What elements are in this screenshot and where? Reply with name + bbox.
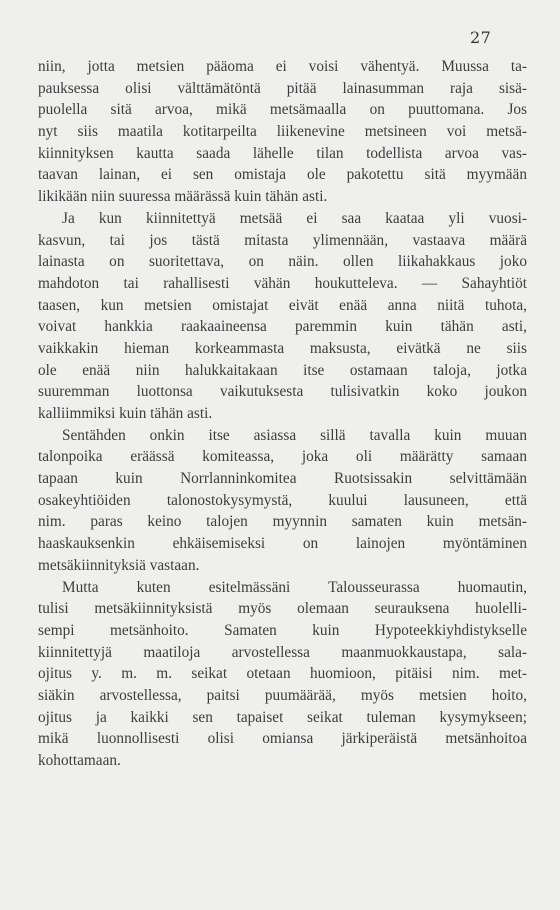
text-line: haaskauksenkin ehkäisemiseksi on lainojen myöntäminen: [38, 535, 527, 553]
text-line: siäkin arvostellessa, paitsi puumäärää, myös metsien hoito,: [38, 686, 527, 704]
text-line: tapaan kuin Norrlanninkomitea Ruotsissakin selvittämään: [38, 470, 527, 488]
text-line: kohottamaan.: [38, 752, 121, 769]
body-text: [38, 56, 527, 772]
text-line: kiinnitettyjä maatiloja arvostellessa maanmuokkaustapa, sala-: [38, 643, 527, 661]
page-number: 27: [470, 28, 492, 47]
text-line: metsäkiinnityksiä vastaan.: [38, 556, 200, 574]
text-line: kiinnityksen kautta saada lähelle tilan todellista arvoa vas-: [38, 144, 527, 162]
text-line: tulisi metsäkiinnityksistä myös olemaan seurauksena huolelli-: [38, 600, 527, 618]
text-line: taavan lainan, ei sen omistaja ole pakotettu sitä myymään: [38, 166, 527, 184]
text-line: ojitus ja kaikki sen tapaiset seikat tuleman kysymykseen;: [38, 708, 527, 726]
text-line: osakeyhtiöiden talonostokysymystä, kuului lausuneen, että: [38, 491, 527, 509]
text-line: kasvun, tai jos tästä mitasta ylimennään, vastaava määrä: [38, 231, 527, 249]
text-line: mikä luonnollisesti olisi omiansa järkiperäistä metsänhoitoa: [38, 730, 527, 748]
text-line: sempi metsänhoito. Samaten kuin Hypoteekkiyhdistykselle: [38, 621, 527, 639]
text-line: Sentähden onkin itse asiassa sillä tavalla kuin muuan: [62, 426, 527, 444]
text-line: voivat hankkia raakaaineensa paremmin kuin tähän asti,: [38, 318, 527, 336]
text-line: kalliimmiksi kuin tähän asti.: [38, 405, 213, 422]
text-line: mahdoton tai rahallisesti vähän houkutteleva. — Sahayhtiöt: [38, 274, 527, 292]
text-line: taasen, kun metsien omistajat eivät enää anna niitä tuhota,: [38, 296, 527, 314]
text-line: nyt siis maatila kotitarpeilta liikenevine metsineen voi metsä-: [38, 123, 527, 141]
text-line: niin, jotta metsien pääoma ei voisi vähentyä. Muussa ta-: [38, 58, 527, 75]
text-line: lainasta on suoritettava, on näin. ollen liikahakkaus joko: [38, 253, 527, 271]
text-line: vaikkakin hieman korkeammasta maksusta, eivätkä ne siis: [38, 339, 527, 357]
text-line: nim. paras keino talojen myynnin samaten kuin metsän-: [38, 513, 527, 531]
text-line: Mutta kuten esitelmässäni Talousseurassa huomautin,: [62, 578, 527, 596]
text-line: likikään niin suuressa määrässä kuin tähän asti.: [38, 188, 328, 206]
text-line: puolella sitä arvoa, mikä metsämaalla on puuttomana. Jos: [38, 101, 527, 119]
text-line: talonpoika eräässä komiteassa, joka oli määrätty samaan: [38, 448, 527, 466]
text-line: Ja kun kiinnitettyä metsää ei saa kaataa yli vuosi-: [62, 209, 527, 227]
text-line: ole enää niin halukkaitakaan itse ostamaan taloja, jotka: [38, 361, 527, 379]
text-line: ojitus y. m. m. seikat otetaan huomioon, pitäisi nim. met-: [38, 665, 527, 683]
text-line: pauksessa olisi välttämätöntä pitää lainasumman raja sisä-: [38, 79, 527, 97]
text-line: suuremman luottonsa vaikutuksesta tulisivatkin koko joukon: [38, 383, 527, 401]
